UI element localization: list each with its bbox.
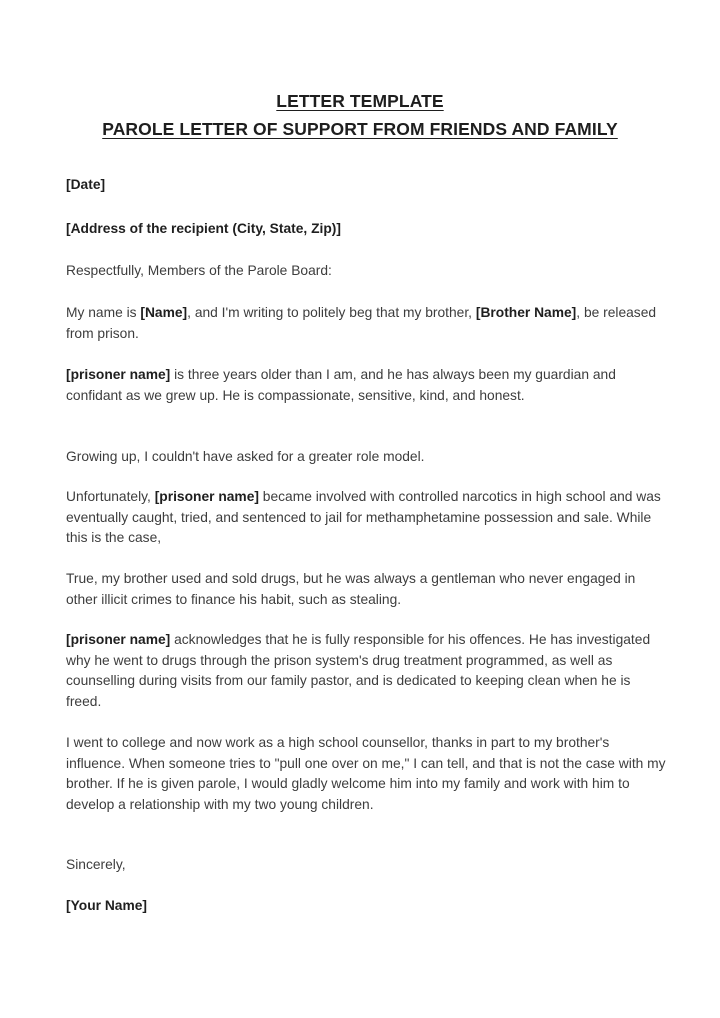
date-placeholder: [Date] — [66, 177, 106, 192]
document-subtitle: PAROLE LETTER OF SUPPORT FROM FRIENDS AND FAMILY — [102, 119, 618, 139]
brother-name-placeholder: [Brother Name] — [475, 305, 577, 320]
paragraph-role-model: Growing up, I couldn't have asked for a greater role model. — [66, 449, 425, 464]
paragraph-text: is three years older than I am, and he has always been my guardian and confidant as we grew up. He is compassionate, sensitive, kind, and honest. — [66, 367, 616, 403]
recipient-address-placeholder: [Address of the recipient (City, State, Zip)] — [66, 221, 341, 236]
closing: Sincerely, — [66, 857, 126, 872]
prisoner-name-placeholder: [prisoner name] — [66, 367, 171, 382]
prisoner-name-placeholder: [prisoner name] — [66, 632, 171, 647]
paragraph-character — [66, 365, 666, 406]
paragraph-offence — [66, 487, 666, 549]
paragraph-text: Unfortunately, — [66, 489, 155, 504]
paragraph-text: , and I'm writing to politely beg that my brother, — [187, 305, 476, 320]
paragraph-support: I went to college and now work as a high school counsellor, thanks in part to my brother's influence. When someone tries to "pull one over on me," I can tell, and that is not the case with my brother. If he is given parole, I would gladly welcome him into my family and work with him to develop a relationship with my two young children. — [66, 735, 666, 812]
document-title: LETTER TEMPLATE — [276, 91, 444, 111]
paragraph-text: , be released from prison. — [66, 305, 657, 341]
paragraph-introduction — [66, 303, 666, 344]
salutation: Respectfully, Members of the Parole Board: — [66, 263, 332, 278]
paragraph-context: True, my brother used and sold drugs, but he was always a gentleman who never engaged in other illicit crimes to finance his habit, such as stealing. — [66, 571, 636, 607]
paragraph-rehabilitation — [66, 630, 666, 712]
prisoner-name-placeholder: [prisoner name] — [154, 489, 259, 504]
paragraph-text: became involved with controlled narcotics in high school and was eventually caught, tried, and sentenced to jail for methamphetamine possession and sale. While this is the case, — [66, 489, 661, 546]
paragraph-text: acknowledges that he is fully responsible for his offences. He has investigated why he went to drugs through the prison system's drug treatment programmed, as well as counselling during visits from our family pastor, and is dedicated to keeping clean when he is freed. — [66, 632, 651, 709]
paragraph-text: My name is — [66, 305, 141, 320]
name-placeholder: [Name] — [140, 305, 188, 320]
signature-placeholder: [Your Name] — [66, 898, 148, 913]
